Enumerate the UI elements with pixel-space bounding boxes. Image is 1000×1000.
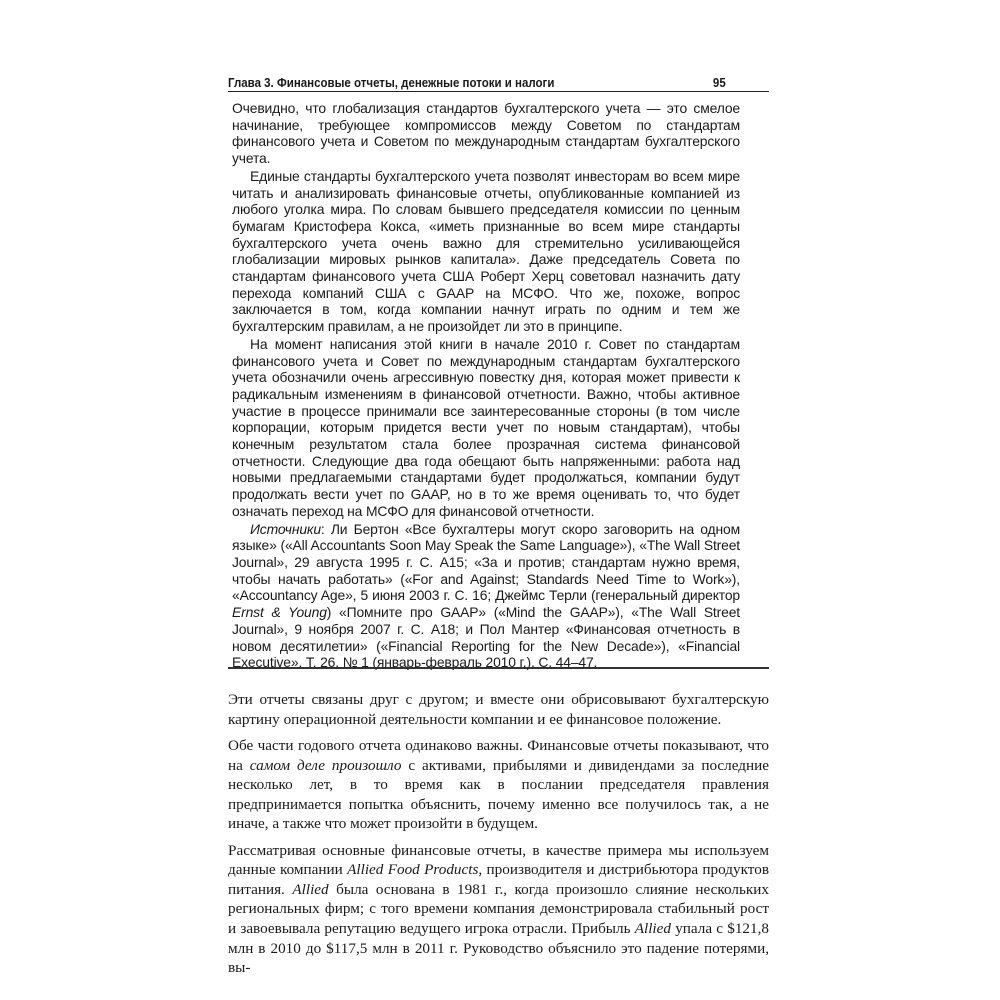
sidebar-paragraph: Единые стандарты бухгалтерского учета позволят инвесторам во всем мире читать и анализировать финансовые отчеты, опубликованные компанией из любого уголка мира. По словам бывшего председателя комиссии по ценным бумагам Кристофера Кокса, «иметь признанные во всем мире стандарты бухгалтерского учета очень важно для стремительно усиливающейся глобализации мировых рынков капитала». Даже председатель Совета по стандартам финансового учета США Роберт Херц советовал назначить дату перехода компаний США с GAAP на МСФО. Что же, похоже, вопрос заключается в том, когда компании начнут играть по одним и тем же бухгалтерским правилам, а не произойдет ли это в принципе. — [232, 167, 740, 335]
chapter-title: Глава 3. Финансовые отчеты, денежные потоки и налоги — [228, 76, 555, 90]
main-italic: Allied — [292, 880, 329, 898]
main-paragraph: Эти отчеты связаны друг с другом; и вместе они обрисовывают бухгалтерскую картину операционной деятельности компании и ее финансовое положение. — [228, 691, 769, 728]
main-italic: Allied — [634, 920, 671, 938]
main-italic: самом деле произошло — [249, 756, 402, 774]
main-paragraph — [228, 736, 769, 834]
sources-text: ) «Помните про GAAP» («Mind the GAAP»), «The Wall Street Journal», 9 ноября 2007 г. С. A18; и Пол Мантер «Финансовая отчетность в новом десятилетии» («Financial Reporting for the New Decade»), «Financial Executive». Т. 26, № 1 (январь-февраль 2010 г.). С. 44–47. — [232, 604, 740, 671]
main-italic: Allied Food Products — [347, 861, 479, 879]
main-text-run: упала с $121,8 млн в 2010 до $117,5 млн в 2011 г. Руководство объяснило это падение потерями, вы- — [228, 920, 769, 977]
sidebar-paragraph: Очевидно, что глобализация стандартов бухгалтерского учета — это смелое начинание, требующее компромиссов между Советом по стандартам финансового учета и Советом по международным стандартам бухгалтерского учета. — [232, 100, 740, 167]
sources-label: Источники — [250, 520, 321, 537]
sidebar-paragraph: На момент написания этой книги в начале 2010 г. Совет по стандартам финансового учета и Совет по международным стандартам бухгалтерского учета обозначили очень агрессивную повестку дня, которая может привести к радикальным изменениям в финансовой отчетности. Важно, чтобы активное участие в процессе принимали все заинтересованные стороны (в том числе корпорации, которым придется вести учет по новым стандартам), чтобы конечным результатом стала более прозрачная система финансовой отчетности. Следующие два года обещают быть напряженными: работа над новыми предлагаемыми стандартами будет продолжаться, компании будут продолжать вести учет по GAAP, но в то же время оценивать то, что будет означать переход на МСФО для финансовой отчетности. — [232, 335, 740, 519]
main-paragraph — [228, 841, 769, 978]
sources-paragraph — [232, 521, 740, 671]
main-text-run: Обе части годового отчета одинаково важны. Финансовые отчеты показывают, что на — [228, 737, 769, 774]
sources-text: : Ли Бертон «Все бухгалтеры могут скоро заговорить на одном языке» («All Accountants Soon May Speak the Same Language»), «The Wall Street Journal», 29 августа 1995 г. С. A15; «За и против; стандартам нужно время, чтобы начать работать» («For and Against; Standards Need Time to Work»), «Accountancy Age», 5 июня 2003 г. С. 16; Джеймс Терли (генеральный директор — [232, 520, 740, 604]
main-text-run: с активами, прибылями и дивидендами за последние несколько лет, в то время как в послании председателя правления предпринимается попытка объяснить, почему именно все получилось так, а не иначе, а также что может произойти в будущем. — [228, 756, 770, 833]
sidebar-box — [232, 100, 740, 671]
page-number: 95 — [712, 76, 726, 90]
main-text — [228, 690, 769, 978]
sidebar-bottom-rule — [228, 667, 769, 669]
header-rule — [228, 91, 769, 92]
main-text-run: была основана в 1981 г., когда произошло слияние нескольких региональных фирм; с того времени компания демонстрировала стабильный рост и завоевывала репутацию ведущего игрока отрасли. Прибыль — [228, 880, 769, 938]
main-text-run: , производителя и дистрибьютора продуктов питания. — [228, 861, 769, 898]
sources-italic: Ernst & Young — [232, 604, 327, 621]
running-head — [228, 70, 726, 90]
main-text-run: Рассматривая основные финансовые отчеты, в качестве примера мы используем данные компании — [228, 841, 769, 879]
